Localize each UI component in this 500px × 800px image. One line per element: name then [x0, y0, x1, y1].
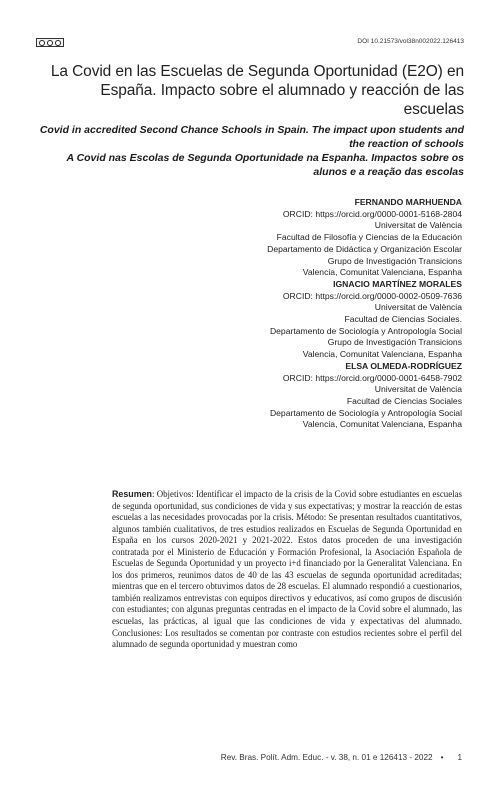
- nc-icon: [55, 40, 61, 46]
- author-block: [150, 361, 462, 431]
- affiliation-line: Universitat de València: [374, 302, 462, 313]
- cc-icon: [39, 40, 45, 46]
- creative-commons-license-icon[interactable]: [36, 38, 64, 47]
- translated-titles: [36, 123, 464, 179]
- author-list: [150, 197, 462, 431]
- abstract-label: Resumen: [112, 489, 152, 499]
- orcid-link[interactable]: ORCID: https://orcid.org/0000-0002-0509-7636: [282, 290, 462, 301]
- affiliation-line: Universitat de València: [374, 384, 462, 395]
- affiliation-line: Facultad de Filosofía y Ciencias de la Educación: [276, 232, 462, 243]
- separator-bullet: •: [440, 753, 444, 762]
- by-icon: [47, 40, 53, 46]
- journal-citation: Rev. Bras. Polít. Adm. Educ. - v. 38, n. 01 e 126413 - 2022: [220, 753, 433, 762]
- article-title: La Covid en las Escuelas de Segunda Oportunidad (E2O) en España. Impacto sobre el alumnado y reacción de las escuelas: [50, 63, 464, 118]
- doi-text[interactable]: DOI 10.21573/vol38n002022.126413: [357, 38, 464, 45]
- affiliation-line: Departamento de Sociología y Antropología Social: [269, 407, 462, 418]
- affiliation-line: Departamento de Didáctica y Organización Escolar: [267, 243, 462, 254]
- abstract: [112, 489, 462, 651]
- affiliation-line: Departamento de Sociología y Antropología Social: [269, 325, 462, 336]
- author-name: FERNANDO MARHUENDA: [354, 197, 462, 207]
- orcid-link[interactable]: ORCID: https://orcid.org/0000-0001-6458-7902: [282, 372, 462, 383]
- affiliation-line: Universitat de València: [374, 220, 462, 231]
- page-number: 1: [457, 753, 462, 762]
- abstract-text: : Objetivos: Identificar el impacto de la crisis de la Covid sobre estudiantes en escuelas de segunda oportunidad, sus condiciones de vida y sus expectativas; y mostrar la reacción de estas escuelas a las necesidades provocadas por la crisis. Método: Se presentan resultados cuantitativos, algunos también cualitativos, de tres estudios realizados en Escuelas de Segunda Oportunidad en España en los cursos 2020-2021 y 2021-2022. Estos datos proceden de una investigación contratada por el Ministerio de Educación y Formación Profesional, la Asociación Española de Escuelas de Segunda Oportunidad y un proyecto i+d financiado por la Generalitat Valenciana. En los dos primeros, reunimos datos de 40 de las 43 escuelas de segunda oportunidad acreditadas; mientras que en el tercero obtuvimos datos de 28 escuelas. El alumnado respondió a cuestionarios, también realizamos entrevistas con equipos directivos y educativos, así como grupos de discusión con estudiantes; con algunas preguntas centradas en el impacto de la Covid sobre el alumnado, las escuelas, las prácticas, al igual que las condiciones de vida y expectativas del alumnado. Conclusiones: Los resultados se comentan por contraste con estudios recientes sobre el perfil del alumnado de segunda oportunidad y muestran como: [112, 489, 462, 650]
- affiliation-line: Valencia, Comunitat Valenciana, Espanha: [302, 349, 462, 360]
- affiliation-line: Valencia, Comunitat Valenciana, Espanha: [302, 419, 462, 430]
- affiliation-line: Grupo de Investigación Transicions: [327, 337, 462, 348]
- english-title: Covid in accredited Second Chance Schools in Spain. The impact upon students and the reaction of schools: [39, 124, 464, 150]
- affiliation-line: Valencia, Comunitat Valenciana, Espanha: [302, 267, 462, 278]
- author-block: [150, 279, 462, 361]
- author-name: ELSA OLMEDA-RODRÍGUEZ: [345, 360, 462, 371]
- page-footer: [221, 753, 462, 762]
- affiliation-line: Facultad de Ciencias Sociales.: [344, 314, 462, 325]
- affiliation-line: Grupo de Investigación Transicions: [327, 255, 462, 266]
- affiliation-line: Facultad de Ciencias Sociales: [346, 395, 462, 406]
- author-name: IGNACIO MARTÍNEZ MORALES: [333, 278, 462, 289]
- portuguese-title: A Covid nas Escolas de Segunda Oportunidade na Espanha. Impactos sobre os alunos e a reação das escolas: [66, 152, 464, 178]
- author-block: [150, 197, 462, 279]
- orcid-link[interactable]: ORCID: https://orcid.org/0000-0001-5168-2804: [282, 208, 462, 219]
